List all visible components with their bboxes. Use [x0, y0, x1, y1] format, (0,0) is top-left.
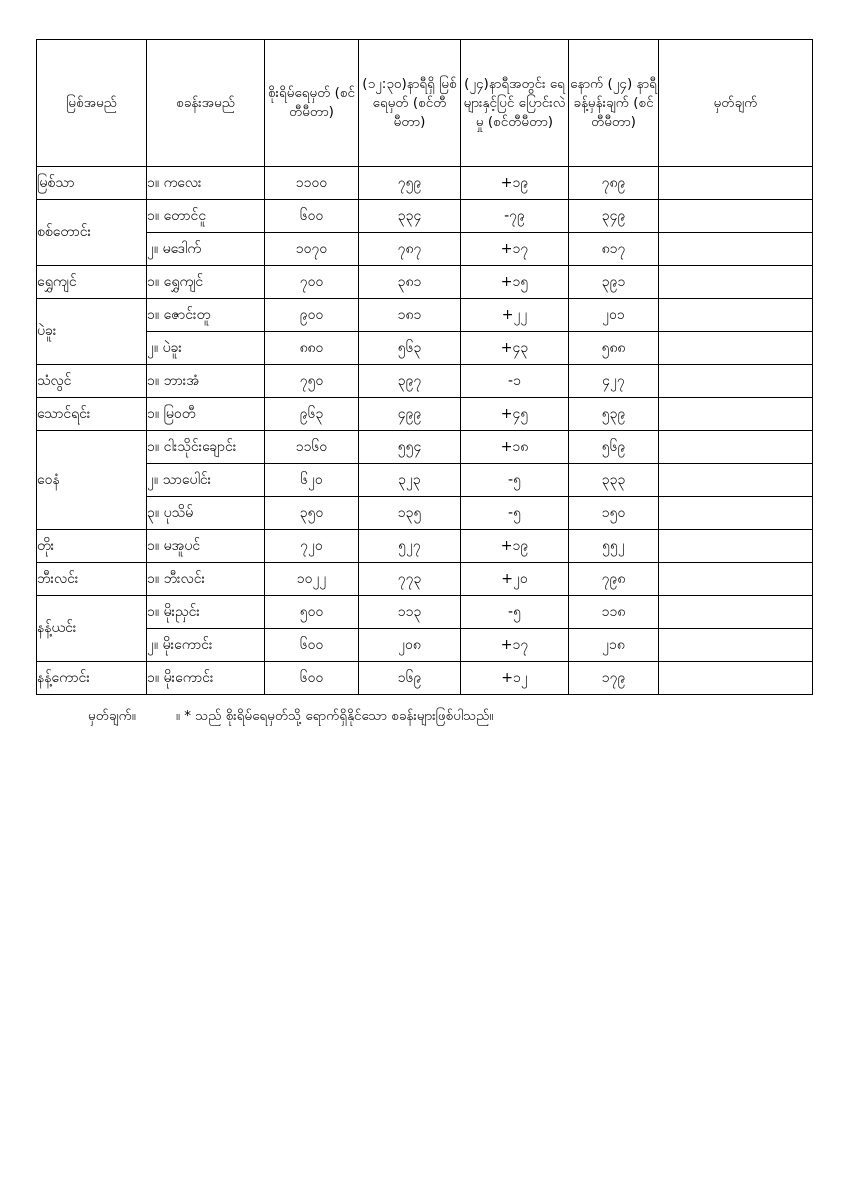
current-level-cell: ၇၇၃ — [359, 563, 461, 596]
current-level-cell: ၁၈၁ — [359, 299, 461, 332]
river-name-cell: ပဲခူး — [37, 299, 147, 365]
forecast-cell: ၇၈၉ — [569, 167, 659, 200]
remark-cell — [659, 332, 813, 365]
header-river: မြစ်အမည် — [37, 40, 147, 167]
footnote-label: မှတ်ချက်။ — [88, 708, 136, 724]
table-row — [37, 662, 813, 695]
remark-cell — [659, 266, 813, 299]
remark-cell — [659, 563, 813, 596]
station-name-cell: ၁။ ဇောင်းတူ — [147, 299, 265, 332]
table-row — [37, 167, 813, 200]
danger-level-cell: ၆၀၀ — [265, 629, 359, 662]
station-name-cell: ၁။ ကလေး — [147, 167, 265, 200]
station-name-cell: ၂။ ပဲခူး — [147, 332, 265, 365]
danger-level-cell: ၅၀၀ — [265, 596, 359, 629]
current-level-cell: ၅၅၄ — [359, 431, 461, 464]
table-row — [37, 563, 813, 596]
change-cell: -၁ — [461, 365, 569, 398]
remark-cell — [659, 596, 813, 629]
remark-cell — [659, 431, 813, 464]
current-level-cell: ၁၆၉ — [359, 662, 461, 695]
change-cell: -၅ — [461, 497, 569, 530]
table-body — [37, 167, 813, 695]
table-row — [37, 299, 813, 332]
table-row — [37, 398, 813, 431]
forecast-cell: ၃၄၉ — [569, 200, 659, 233]
change-cell: +၁၈ — [461, 431, 569, 464]
remark-cell — [659, 398, 813, 431]
table-row — [37, 629, 813, 662]
change-cell: +၂၂ — [461, 299, 569, 332]
station-name-cell: ၂။ မဒေါက် — [147, 233, 265, 266]
station-name-cell: ၂။ မိုးကောင်း — [147, 629, 265, 662]
forecast-cell: ၃၃၃ — [569, 464, 659, 497]
table-row — [37, 530, 813, 563]
river-name-cell: နန့်ယင်း — [37, 596, 147, 662]
remark-cell — [659, 662, 813, 695]
remark-cell — [659, 233, 813, 266]
station-name-cell: ၁။ ငါးသိုင်းချောင်း — [147, 431, 265, 464]
station-name-cell: ၁။ ဘားအံ — [147, 365, 265, 398]
river-name-cell: မြစ်သာ — [37, 167, 147, 200]
current-level-cell: ၃၂၃ — [359, 464, 461, 497]
remark-cell — [659, 530, 813, 563]
station-name-cell: ၁။ တောင်ငူ — [147, 200, 265, 233]
remark-cell — [659, 497, 813, 530]
table-row — [37, 497, 813, 530]
danger-level-cell: ၁၁၆၀ — [265, 431, 359, 464]
change-cell: +၁၇ — [461, 233, 569, 266]
change-cell: +၁၅ — [461, 266, 569, 299]
remark-cell — [659, 167, 813, 200]
current-level-cell: ၄၉၉ — [359, 398, 461, 431]
danger-level-cell: ၁၀၂၂ — [265, 563, 359, 596]
change-cell: +၁၂ — [461, 662, 569, 695]
forecast-cell: ၅၈၈ — [569, 332, 659, 365]
header-station: စခန်းအမည် — [147, 40, 265, 167]
station-name-cell: ၂။ သာပေါင်း — [147, 464, 265, 497]
river-name-cell: သံလွင် — [37, 365, 147, 398]
river-name-cell: ဘီးလင်း — [37, 563, 147, 596]
current-level-cell: ၇၅၉ — [359, 167, 461, 200]
danger-level-cell: ၆၀၀ — [265, 662, 359, 695]
header-24h-change: (၂၄)နာရီအတွင်း ရေများနှင့်ပြင် ပြောင်းလဲမှု (စင်တီမီတာ) — [461, 40, 569, 167]
danger-level-cell: ၇၂၀ — [265, 530, 359, 563]
footnote — [88, 707, 493, 727]
forecast-cell: ၁၁၈ — [569, 596, 659, 629]
remark-cell — [659, 299, 813, 332]
forecast-cell: ၂၁၈ — [569, 629, 659, 662]
footnote-text: ။ * သည် စိုးရိမ်ရေမှတ်သို့ ရောက်ရှိနိုင်သော စခန်းများဖြစ်ပါသည်။ — [175, 708, 494, 724]
forecast-cell: ၁၇၉ — [569, 662, 659, 695]
danger-level-cell: ၁၁၀၀ — [265, 167, 359, 200]
forecast-cell: ၅၃၉ — [569, 398, 659, 431]
river-level-table — [36, 39, 813, 695]
change-cell: -၇၉ — [461, 200, 569, 233]
station-name-cell: ၁။ မြဝတီ — [147, 398, 265, 431]
current-level-cell: ၅၂၇ — [359, 530, 461, 563]
current-level-cell: ၇၈၇ — [359, 233, 461, 266]
change-cell: +၄၅ — [461, 398, 569, 431]
change-cell: +၁၇ — [461, 629, 569, 662]
danger-level-cell: ၈၈၀ — [265, 332, 359, 365]
danger-level-cell: ၆၂၀ — [265, 464, 359, 497]
remark-cell — [659, 464, 813, 497]
header-current-level: (၁၂:၃၀)နာရီရှိ မြစ်ရေမှတ် (စင်တီမီတာ) — [359, 40, 461, 167]
forecast-cell: ၂၀၁ — [569, 299, 659, 332]
forecast-cell: ၄၂၇ — [569, 365, 659, 398]
current-level-cell: ၃၈၁ — [359, 266, 461, 299]
change-cell: +၂၀ — [461, 563, 569, 596]
table-row — [37, 332, 813, 365]
danger-level-cell: ၇၅၀ — [265, 365, 359, 398]
danger-level-cell: ၆၀၀ — [265, 200, 359, 233]
change-cell: -၅ — [461, 464, 569, 497]
table-row — [37, 596, 813, 629]
river-name-cell: နန့်ကောင်း — [37, 662, 147, 695]
table-header-row — [37, 40, 813, 167]
station-name-cell: ၁။ မိုးညှင်း — [147, 596, 265, 629]
table-row — [37, 200, 813, 233]
river-name-cell: ရွှေကျင် — [37, 266, 147, 299]
forecast-cell: ၅၅၂ — [569, 530, 659, 563]
current-level-cell: ၃၃၄ — [359, 200, 461, 233]
station-name-cell: ၁။ မိုးကောင်း — [147, 662, 265, 695]
forecast-cell: ၅၆၉ — [569, 431, 659, 464]
danger-level-cell: ၃၅၀ — [265, 497, 359, 530]
remark-cell — [659, 629, 813, 662]
forecast-cell: ၁၅၀ — [569, 497, 659, 530]
river-name-cell: ဝေနံ — [37, 431, 147, 530]
danger-level-cell: ၁၀၇၀ — [265, 233, 359, 266]
header-forecast: နောက် (၂၄) နာရီ ခန့်မှန်းချက် (စင်တီမီတာ) — [569, 40, 659, 167]
river-name-cell: စစ်တောင်း — [37, 200, 147, 266]
river-name-cell: သောင်ရင်း — [37, 398, 147, 431]
table-row — [37, 233, 813, 266]
table-row — [37, 266, 813, 299]
header-remark: မှတ်ချက် — [659, 40, 813, 167]
station-name-cell: ၁။ ဘီးလင်း — [147, 563, 265, 596]
table-row — [37, 365, 813, 398]
change-cell: +၁၉ — [461, 167, 569, 200]
change-cell: -၅ — [461, 596, 569, 629]
table-row — [37, 431, 813, 464]
river-name-cell: တိုး — [37, 530, 147, 563]
station-name-cell: ၃။ ပုသိမ် — [147, 497, 265, 530]
forecast-cell: ၃၉၁ — [569, 266, 659, 299]
station-name-cell: ၁။ မအူပင် — [147, 530, 265, 563]
change-cell: +၄၃ — [461, 332, 569, 365]
forecast-cell: ၇၉၈ — [569, 563, 659, 596]
danger-level-cell: ၇၀၀ — [265, 266, 359, 299]
table-row — [37, 464, 813, 497]
remark-cell — [659, 365, 813, 398]
forecast-cell: ၈၁၇ — [569, 233, 659, 266]
header-danger-level: စိုးရိမ်ရေမှတ် (စင်တီမီတာ) — [265, 40, 359, 167]
current-level-cell: ၅၆၃ — [359, 332, 461, 365]
current-level-cell: ၁၁၃ — [359, 596, 461, 629]
change-cell: +၁၉ — [461, 530, 569, 563]
danger-level-cell: ၉၀၀ — [265, 299, 359, 332]
current-level-cell: ၃၉၇ — [359, 365, 461, 398]
current-level-cell: ၂၀၈ — [359, 629, 461, 662]
current-level-cell: ၁၃၅ — [359, 497, 461, 530]
station-name-cell: ၁။ ရွှေကျင် — [147, 266, 265, 299]
danger-level-cell: ၉၆၃ — [265, 398, 359, 431]
remark-cell — [659, 200, 813, 233]
